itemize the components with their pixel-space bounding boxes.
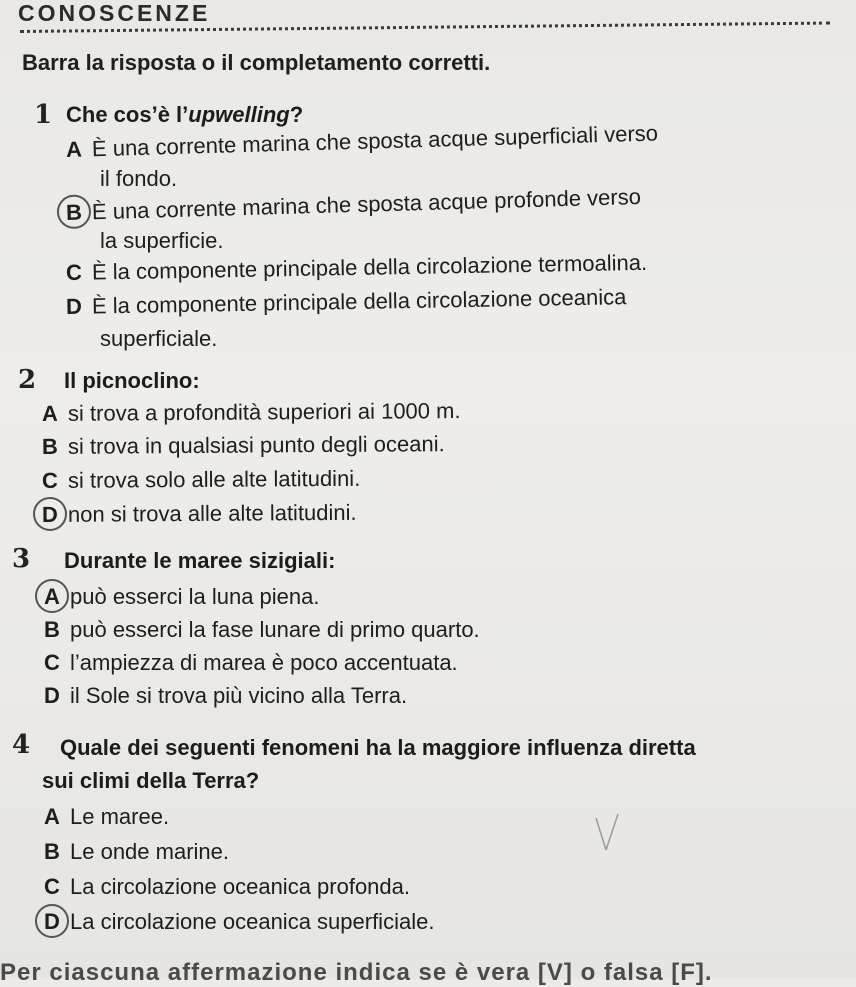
option-letter: B (44, 617, 60, 642)
question-4-option-c[interactable] (44, 874, 410, 900)
option-letter: C (44, 874, 60, 899)
option-text: l’ampiezza di marea è poco accentuata. (70, 650, 458, 675)
question-number-4: 4 (12, 730, 31, 760)
option-letter: B (44, 839, 60, 864)
question-1-option-b-continuation: la superficie. (100, 228, 224, 253)
option-text: si trova in qualsiasi punto degli oceani. (67, 431, 445, 459)
option-letter: A (41, 400, 58, 426)
option-letter: C (44, 650, 60, 675)
option-letter: A (65, 136, 83, 162)
question-3-option-a[interactable] (44, 584, 320, 610)
question-2-option-c[interactable] (42, 466, 360, 494)
option-text: il Sole si trova più vicino alla Terra. (70, 683, 408, 708)
option-letter-circled: A (44, 584, 70, 610)
question-1-option-d-continuation: superficiale. (100, 326, 218, 351)
question-1-option-c[interactable] (66, 250, 648, 286)
option-text: È una corrente marina che sposta acque superficiali verso (91, 120, 659, 162)
question-3-option-c[interactable] (44, 650, 458, 676)
question-1-text (66, 102, 303, 128)
option-text: È una corrente marina che sposta acque profonde verso (91, 183, 642, 225)
question-4-option-b[interactable] (44, 839, 229, 865)
question-1-term: upwelling (188, 102, 290, 127)
question-2-text: Il picnoclino: (64, 368, 200, 393)
option-text: si trova a profondità superiori ai 1000 m. (67, 398, 461, 426)
question-4-option-d[interactable] (44, 909, 434, 935)
option-letter: A (44, 804, 60, 829)
question-1-option-a-continuation: il fondo. (100, 166, 178, 191)
question-3-text: Durante le maree sizigiali: (64, 548, 336, 573)
option-letter: D (44, 683, 60, 708)
question-number-2: 2 (18, 365, 37, 395)
exercise-instruction: Barra la risposta o il completamento corretti. (22, 50, 491, 75)
option-text: può esserci la luna piena. (70, 584, 320, 609)
option-letter: B (41, 433, 58, 459)
option-letter: C (41, 467, 58, 493)
question-1-text-start: Che cos’è l’ (66, 102, 189, 127)
option-letter-circled: D (44, 909, 70, 935)
question-1-option-d[interactable] (66, 284, 627, 320)
option-text: È la componente principale della circolazione oceanica (91, 284, 627, 319)
question-2-option-a[interactable] (42, 398, 461, 427)
pen-mark-icon (592, 812, 624, 858)
option-text: È la componente principale della circolazione termoalina. (91, 249, 648, 285)
option-letter: D (65, 293, 83, 319)
section-title: CONOSCENZE (18, 0, 211, 26)
question-3-option-d[interactable] (44, 683, 407, 709)
option-letter-circled: B (66, 199, 93, 226)
question-4-text-line1: Quale dei seguenti fenomeni ha la maggiore influenza diretta (60, 735, 696, 760)
next-exercise-instruction: Per ciascuna affermazione indica se è vera [V] o falsa [F]. (0, 959, 713, 986)
option-letter: C (65, 259, 83, 285)
question-number-3: 3 (12, 544, 31, 574)
question-3-option-b[interactable] (44, 617, 480, 643)
option-text: può esserci la fase lunare di primo quarto. (70, 617, 480, 642)
option-letter-circled: D (42, 502, 68, 528)
option-text: La circolazione oceanica superficiale. (70, 909, 435, 934)
option-text: Le maree. (70, 804, 170, 829)
question-1-text-end: ? (289, 102, 304, 127)
option-text: La circolazione oceanica profonda. (70, 874, 411, 899)
option-text: non si trova alle alte latitudini. (67, 499, 357, 527)
question-4-text-line2: sui climi della Terra? (42, 768, 260, 793)
question-2-option-b[interactable] (42, 431, 445, 460)
question-4-option-a[interactable] (44, 804, 169, 830)
option-text: Le onde marine. (70, 839, 229, 864)
question-number-1: 1 (34, 100, 53, 130)
option-text: si trova solo alle alte latitudini. (67, 465, 361, 493)
question-2-option-d[interactable] (42, 500, 357, 528)
